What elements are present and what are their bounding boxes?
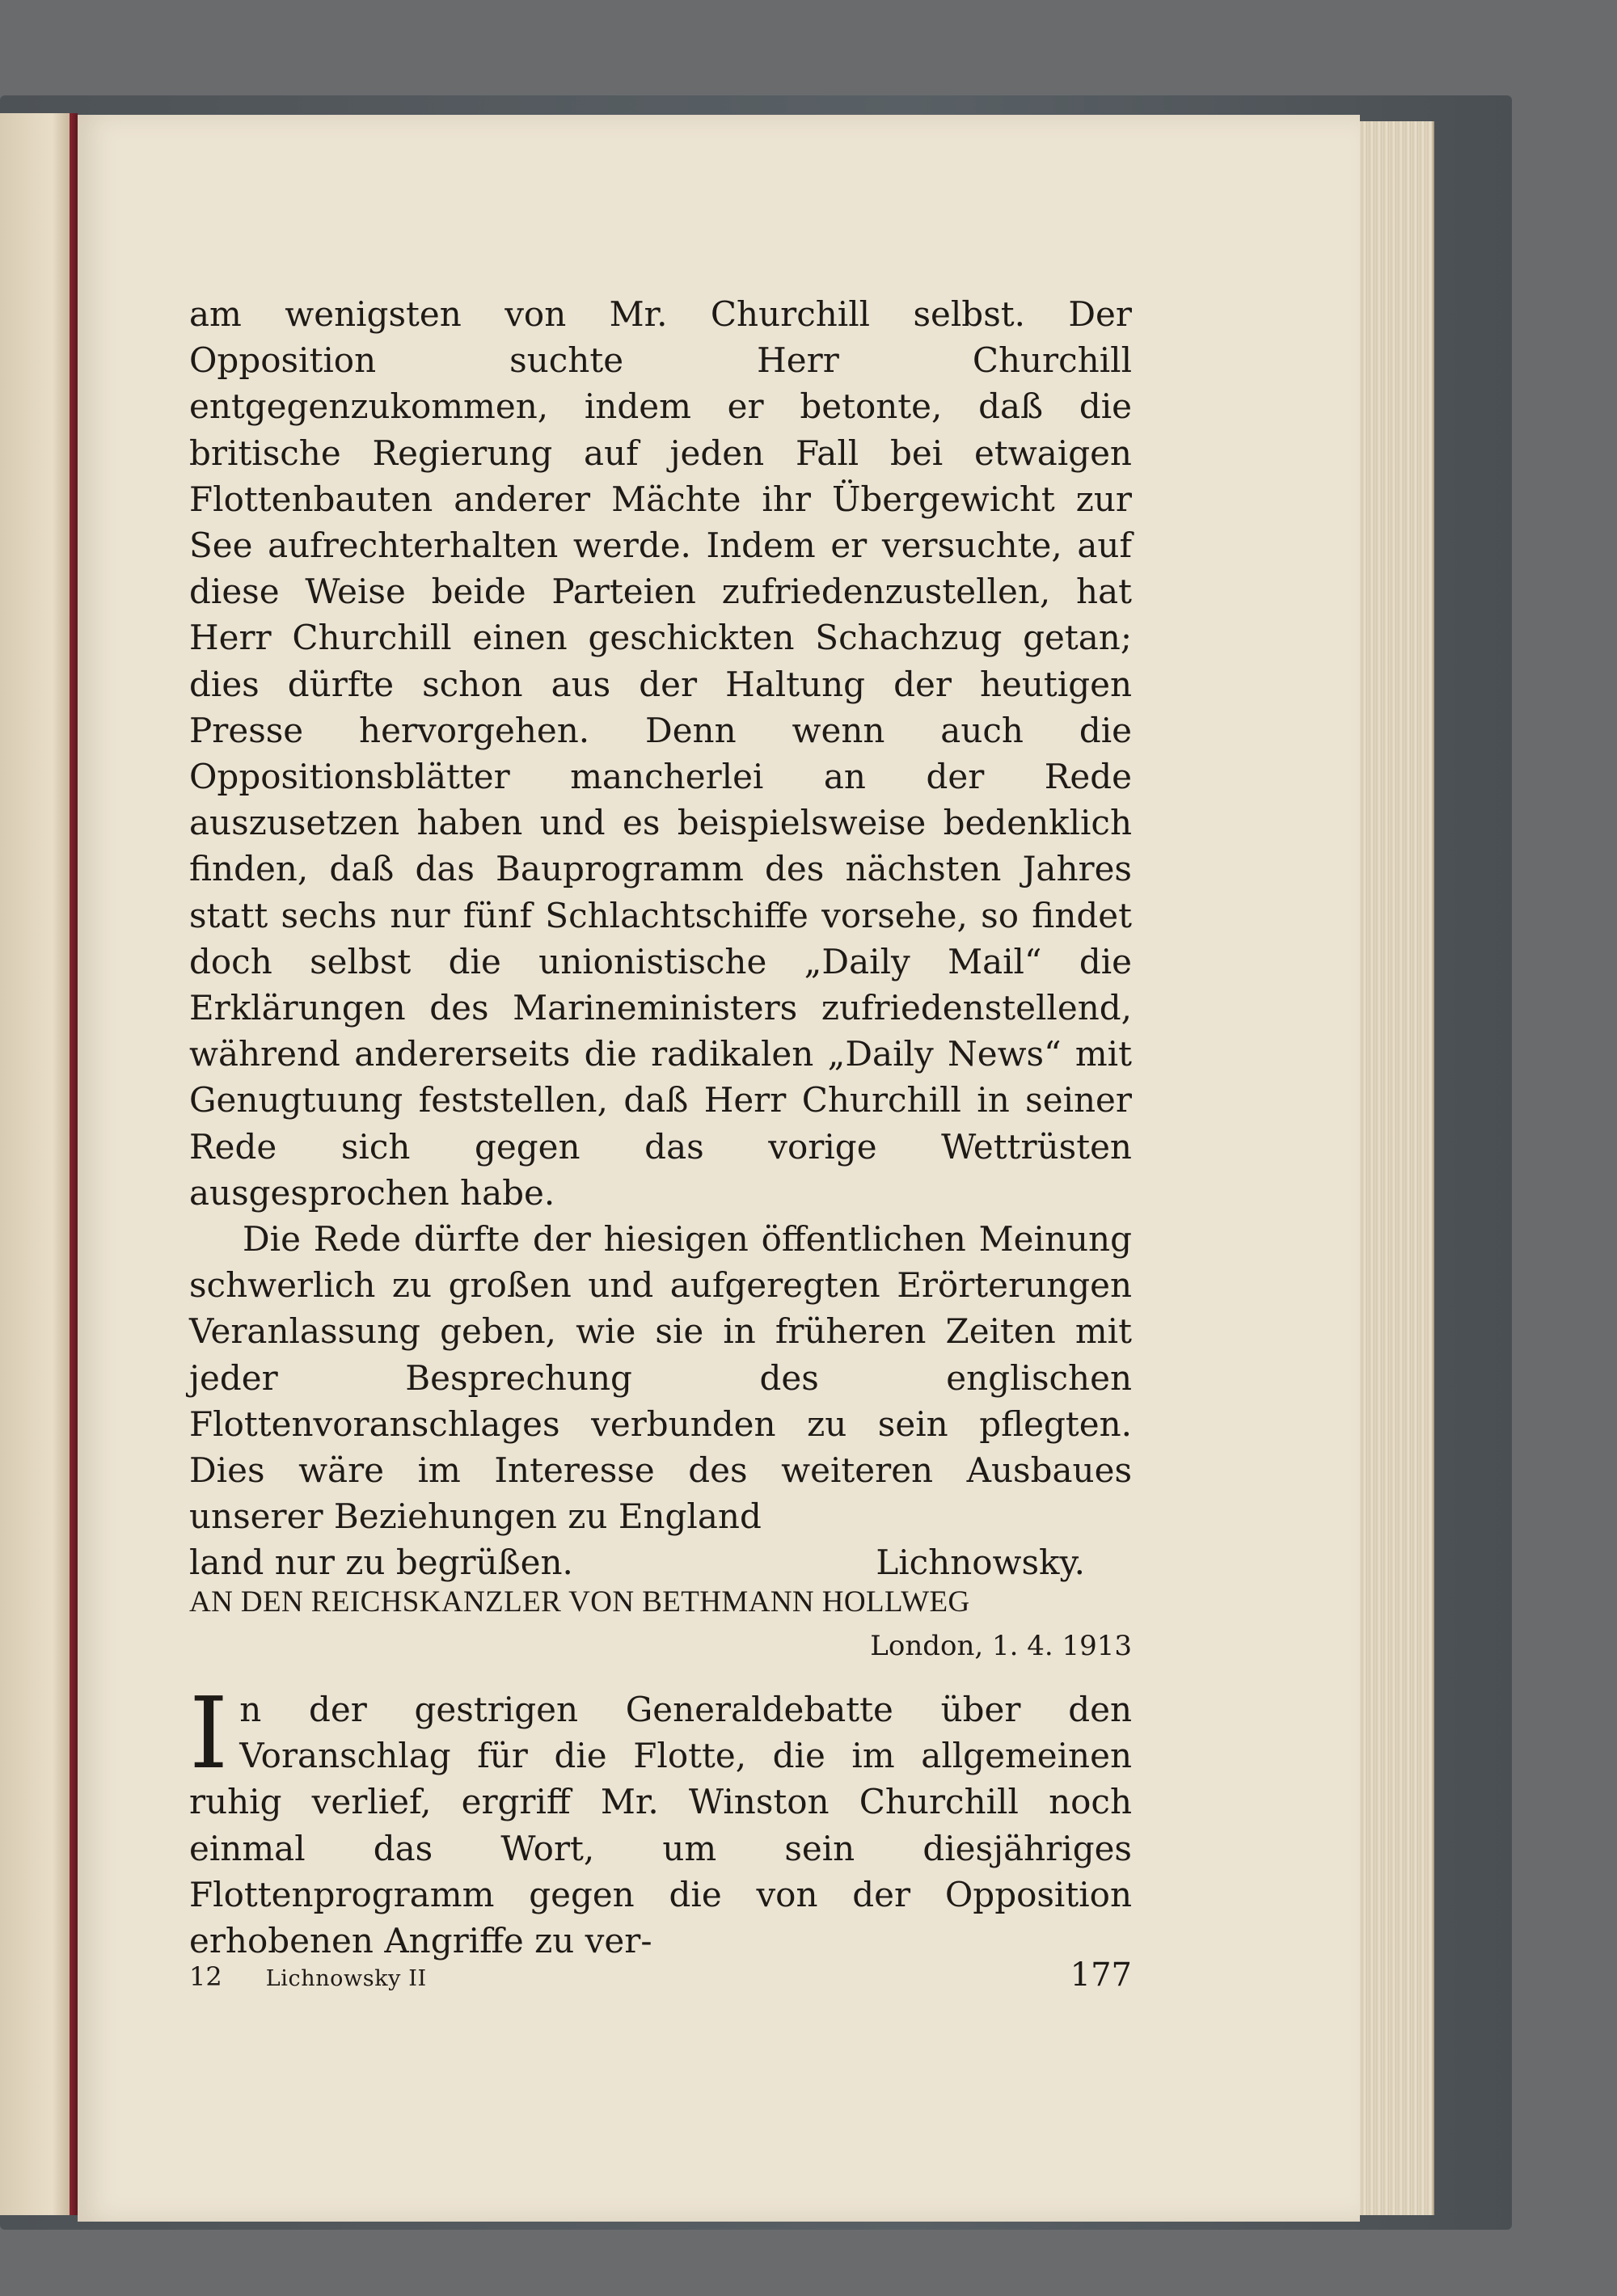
closing-text: nur zu begrüßen. [274,1543,573,1583]
dateline: London, 1. 4. 1913 [870,1630,1132,1662]
closing-words [189,1539,573,1585]
signature: Lichnowsky. [876,1543,1085,1583]
paragraph-1: am wenigsten von Mr. Churchill selbst. Der Opposition suchte Herr Churchill entgegenzukommen, indem er betonte, daß die britische Regierung auf jeden Fall bei etwaigen Flottenbauten anderer Mächte ihr Übergewicht zur See aufrechterhalten werde. Indem er versuchte, auf diese Weise beide Parteien zufriedenzustellen, hat Herr Churchill einen geschickten Schachzug getan; dies dürfte schon aus der Haltung der heutigen Presse hervorgehen. Denn wenn auch die Oppositionsblätter mancherlei an der Rede auszusetzen haben und es beispielsweise bedenklich finden, daß das Bauprogramm des nächsten Jahres statt sechs nur fünf Schlachtschiffe vorsehe, so findet doch selbst die unionistische „Daily Mail“ die Erklärungen des Marineministers zufriedenstellend, während andererseits die radikalen „Daily News“ mit Genugtuung feststellen, daß Herr Churchill in seiner Rede sich gegen das vorige Wettrüsten ausgesprochen habe. [189,294,1132,1213]
previous-page-edge [0,113,77,2215]
page-footer [189,1956,1132,1994]
closing-line [189,1539,1132,1585]
letter-heading: AN DEN REICHSKANZLER VON BETHMANN HOLLWEG [189,1585,970,1619]
letter-paragraph: n der gestrigen Generaldebatte über den Voranschlag für die Flotte, die im allgemeinen ruhig verlief, ergriff Mr. Winston Churchill noch einmal das Wort, um sein diesjähriges Flottenprogramm gegen die von der Opposition erhobenen Angriffe zu ver- [189,1690,1132,1961]
body-text [189,291,1132,1586]
paragraph-2-text: Die Rede dürfte der hiesigen öffentlichen Meinung schwerlich zu großen und aufgeregten Erörterungen Veranlassung geben, wie sie in früheren Zeiten mit jeder Besprechung des englischen Flottenvoranschlages verbunden zu sein pflegten. Dies wäre im Interesse des weiteren Ausbaues unserer Beziehungen zu England [189,1219,1132,1537]
paragraph-2 [189,1216,1132,1539]
page-number: 177 [1070,1956,1132,1994]
footer-title: Lichnowsky II [265,1966,427,1991]
closing-word-land: land [189,1543,264,1583]
drop-cap: I [189,1676,229,1791]
binding-edge [70,113,78,2215]
letter-body [189,1676,1132,1964]
page-stack [1360,121,1434,2215]
signature-mark: 12 [189,1961,222,1992]
